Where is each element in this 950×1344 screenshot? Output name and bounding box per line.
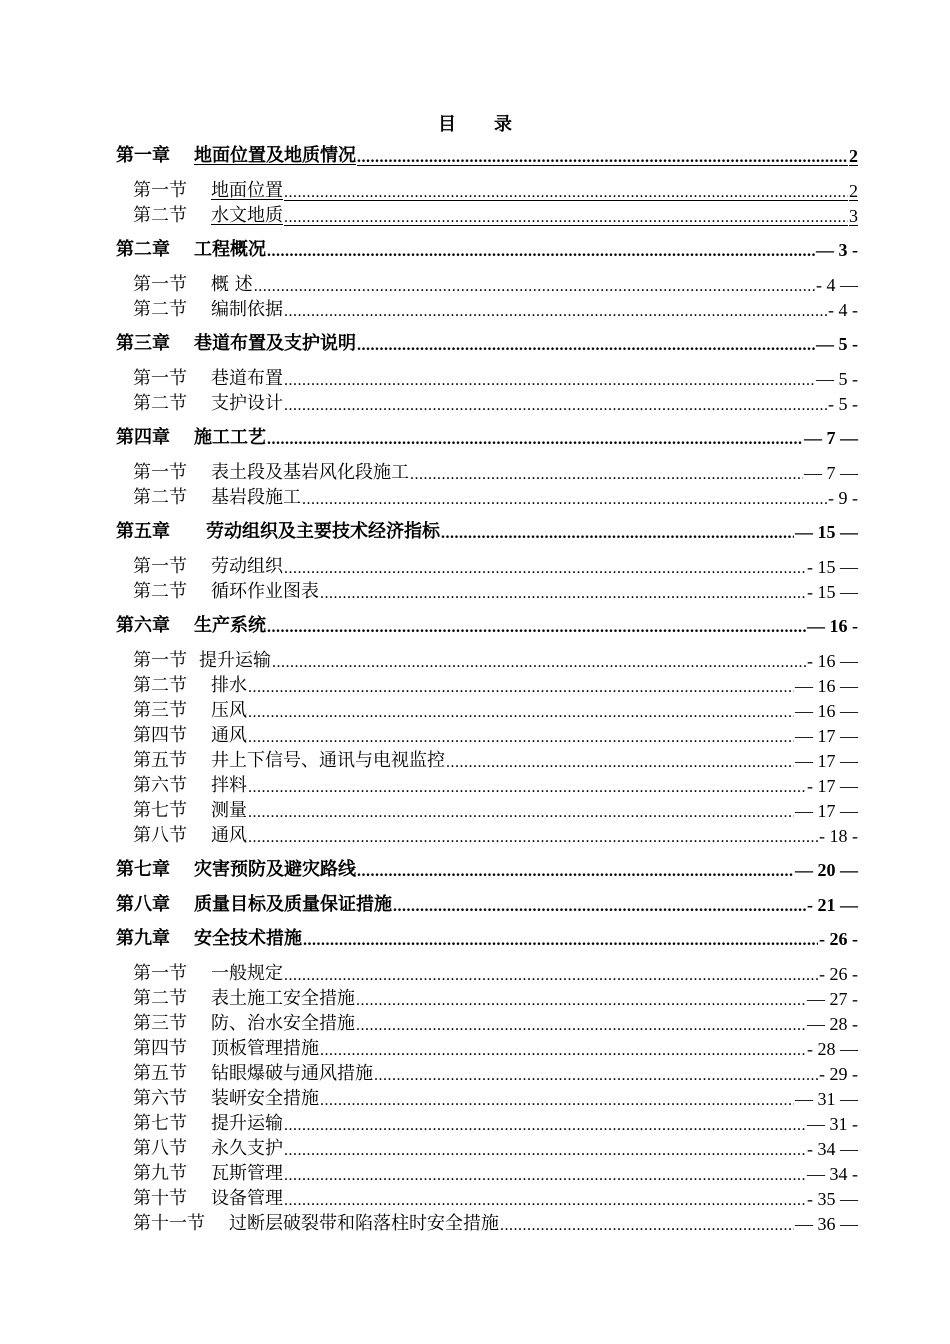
toc-entry-number: 第二节 bbox=[133, 988, 187, 1009]
toc-dot-leader bbox=[284, 397, 827, 415]
toc-entry-number: 第五节 bbox=[133, 750, 187, 771]
toc-entry-title: 概 述 bbox=[211, 274, 253, 295]
toc-page-number: - 26 - bbox=[819, 929, 858, 949]
toc-entry-label bbox=[133, 1084, 319, 1110]
toc-page-number: - 15 — bbox=[807, 557, 858, 577]
toc-dot-leader bbox=[357, 337, 815, 355]
toc-entry-title: 瓦斯管理 bbox=[211, 1163, 283, 1184]
toc-entry-label bbox=[116, 235, 266, 261]
toc-entry-title: 生产系统 bbox=[194, 615, 266, 636]
toc-section-entry[interactable] bbox=[133, 1186, 858, 1210]
toc-dot-leader bbox=[284, 1192, 806, 1210]
toc-dot-leader bbox=[267, 431, 803, 449]
toc-entry-label bbox=[116, 924, 302, 950]
toc-entry-label bbox=[116, 855, 356, 881]
toc-entry-label bbox=[116, 517, 440, 543]
toc-chapter-entry[interactable] bbox=[116, 237, 858, 261]
toc-chapter-entry[interactable] bbox=[116, 425, 858, 449]
toc-entry-label bbox=[133, 1184, 283, 1210]
toc-entry-number: 第三节 bbox=[133, 700, 187, 721]
toc-entry-title: 提升运输 bbox=[199, 650, 271, 671]
toc-entry-title: 地面位置及地质情况 bbox=[194, 145, 356, 166]
toc-page-number: — 20 — bbox=[795, 860, 858, 880]
toc-entry-title: 提升运输 bbox=[211, 1113, 283, 1134]
toc-section-entry[interactable] bbox=[133, 986, 858, 1010]
toc-entry-number: 第一节 bbox=[133, 556, 187, 577]
toc-entry-title: 质量目标及质量保证措施 bbox=[194, 894, 392, 915]
toc-entry-label bbox=[116, 611, 266, 637]
toc-entry-title: 巷道布置及支护说明 bbox=[194, 333, 356, 354]
toc-entry-title: 巷道布置 bbox=[211, 368, 283, 389]
toc-entry-label bbox=[133, 1159, 283, 1185]
toc-entry-title: 钻眼爆破与通风措施 bbox=[211, 1063, 373, 1084]
toc-entry-number: 第一节 bbox=[133, 963, 187, 984]
toc-entry-title: 基岩段施工 bbox=[211, 487, 301, 508]
toc-dot-leader bbox=[441, 525, 794, 543]
toc-entry-number: 第二节 bbox=[133, 205, 187, 226]
toc-page-number: — 16 — bbox=[795, 676, 858, 696]
toc-entry-label bbox=[133, 746, 445, 772]
toc-entry-title: 通风 bbox=[211, 725, 247, 746]
toc-entry-number: 第三节 bbox=[133, 1013, 187, 1034]
toc-entry-title: 通风 bbox=[211, 825, 247, 846]
toc-entry-number: 第一节 bbox=[133, 462, 187, 483]
toc-page-number: — 17 — bbox=[795, 726, 858, 746]
toc-entry-number: 第四章 bbox=[116, 427, 170, 448]
toc-entry-number: 第二章 bbox=[116, 239, 170, 260]
toc-dot-leader bbox=[284, 560, 806, 578]
toc-entry-title: 工程概况 bbox=[194, 239, 266, 260]
toc-section-entry[interactable] bbox=[133, 698, 858, 722]
toc-section-entry[interactable] bbox=[133, 1011, 858, 1035]
toc-entry-label bbox=[133, 959, 283, 985]
toc-section-entry[interactable] bbox=[133, 648, 858, 672]
toc-entry-label bbox=[116, 423, 266, 449]
toc-entry-number: 第九节 bbox=[133, 1163, 187, 1184]
toc-page-number: 2 bbox=[849, 146, 858, 166]
toc-dot-leader bbox=[356, 1017, 806, 1035]
toc-entry-number: 第八节 bbox=[133, 825, 187, 846]
toc-section-entry[interactable] bbox=[133, 272, 858, 296]
toc-entry-number: 第五章 bbox=[116, 521, 170, 542]
toc-entry-label bbox=[133, 201, 283, 227]
toc-entry-number: 第六章 bbox=[116, 615, 170, 636]
toc-entry-number: 第一章 bbox=[116, 145, 170, 166]
toc-page-number: — 17 — bbox=[795, 801, 858, 821]
toc-chapter-entry[interactable] bbox=[116, 143, 858, 167]
toc-section-entry[interactable] bbox=[133, 485, 858, 509]
toc-entry-number: 第二节 bbox=[133, 581, 187, 602]
toc-entry-title: 灾害预防及避灾路线 bbox=[194, 859, 356, 880]
toc-dot-leader bbox=[446, 754, 794, 772]
toc-section-entry[interactable] bbox=[133, 554, 858, 578]
toc-entry-title: 井上下信号、通讯与电视监控 bbox=[211, 750, 445, 771]
toc-entry-number: 第八节 bbox=[133, 1138, 187, 1159]
toc-chapter-entry[interactable] bbox=[116, 857, 858, 881]
toc-dot-leader bbox=[284, 303, 827, 321]
toc-dot-leader bbox=[393, 898, 806, 916]
toc-entry-title: 设备管理 bbox=[211, 1188, 283, 1209]
toc-entry-label bbox=[133, 1034, 319, 1060]
toc-entry-title: 防、治水安全措施 bbox=[211, 1013, 355, 1034]
toc-dot-leader bbox=[284, 184, 848, 202]
toc-dot-leader bbox=[500, 1217, 794, 1235]
toc-dot-leader bbox=[320, 585, 806, 603]
toc-entry-title: 过断层破裂带和陷落柱时安全措施 bbox=[229, 1213, 499, 1234]
toc-section-entry[interactable] bbox=[133, 1036, 858, 1060]
toc-dot-leader bbox=[357, 863, 794, 881]
toc-entry-title: 编制依据 bbox=[211, 299, 283, 320]
toc-dot-leader bbox=[284, 372, 815, 390]
toc-entry-label bbox=[116, 890, 392, 916]
toc-dot-leader bbox=[284, 1142, 806, 1160]
toc-entry-title: 一般规定 bbox=[211, 963, 283, 984]
toc-entry-number: 第十一节 bbox=[133, 1213, 205, 1234]
toc-page-number: - 34 — bbox=[807, 1139, 858, 1159]
toc-page-number: - 4 - bbox=[828, 300, 858, 320]
toc-page-number: - 4 — bbox=[816, 275, 858, 295]
toc-dot-leader bbox=[248, 804, 794, 822]
toc-entry-title: 装岍安全措施 bbox=[211, 1088, 319, 1109]
toc-page-number: — 15 — bbox=[795, 522, 858, 542]
toc-dot-leader bbox=[356, 992, 806, 1010]
toc-page-number: - 15 — bbox=[807, 582, 858, 602]
toc-section-entry[interactable] bbox=[133, 723, 858, 747]
toc-page-number: — 7 — bbox=[804, 428, 858, 448]
toc-dot-leader bbox=[302, 491, 827, 509]
toc-entry-title: 顶板管理措施 bbox=[211, 1038, 319, 1059]
toc-entry-number: 第十节 bbox=[133, 1188, 187, 1209]
toc-section-entry[interactable] bbox=[133, 366, 858, 390]
toc-dot-leader bbox=[248, 779, 806, 797]
toc-section-entry[interactable] bbox=[133, 773, 858, 797]
toc-dot-leader bbox=[374, 1067, 818, 1085]
toc-title-char-1: 目 bbox=[438, 114, 456, 135]
toc-entry-label bbox=[133, 364, 283, 390]
toc-section-entry[interactable] bbox=[133, 1136, 858, 1160]
toc-entry-title: 测量 bbox=[211, 800, 247, 821]
toc-entry-number: 第一节 bbox=[133, 274, 187, 295]
toc-page-number: — 5 - bbox=[816, 369, 858, 389]
toc-entry-number: 第二节 bbox=[133, 675, 187, 696]
toc-entry-label bbox=[133, 577, 319, 603]
toc-dot-leader bbox=[248, 729, 794, 747]
toc-page-number: - 26 - bbox=[819, 964, 858, 984]
toc-page-number: 3 bbox=[849, 206, 858, 226]
toc-page-number: — 31 - bbox=[807, 1114, 858, 1134]
toc-entry-label bbox=[133, 1009, 355, 1035]
toc-entry-label bbox=[116, 141, 356, 167]
toc-chapter-entry[interactable] bbox=[116, 926, 858, 950]
toc-entry-title: 地面位置 bbox=[211, 180, 283, 201]
toc-page-number: - 17 — bbox=[807, 776, 858, 796]
toc-entry-number: 第八章 bbox=[116, 894, 170, 915]
toc-section-entry[interactable] bbox=[133, 460, 858, 484]
toc-entry-label bbox=[133, 984, 355, 1010]
toc-dot-leader bbox=[284, 1117, 806, 1135]
toc-entry-label bbox=[133, 552, 283, 578]
toc-entry-title: 支护设计 bbox=[211, 393, 283, 414]
toc-entry-title: 压风 bbox=[211, 700, 247, 721]
toc-dot-leader bbox=[320, 1042, 806, 1060]
toc-section-entry[interactable] bbox=[133, 798, 858, 822]
toc-page-number: 2 bbox=[849, 181, 858, 201]
toc-page-number: - 5 - bbox=[828, 394, 858, 414]
toc-page-number: - 35 — bbox=[807, 1189, 858, 1209]
toc-section-entry[interactable] bbox=[133, 1161, 858, 1185]
toc-entry-number: 第一节 bbox=[133, 650, 187, 671]
toc-entry-number: 第二节 bbox=[133, 487, 187, 508]
toc-section-entry[interactable] bbox=[133, 1061, 858, 1085]
toc-page-number: — 28 - bbox=[807, 1014, 858, 1034]
toc-entry-number: 第二节 bbox=[133, 393, 187, 414]
toc-page-number: - 9 - bbox=[828, 488, 858, 508]
toc-entry-label bbox=[116, 329, 356, 355]
toc-entry-label bbox=[133, 1059, 373, 1085]
toc-section-entry[interactable] bbox=[133, 748, 858, 772]
toc-entry-label bbox=[133, 176, 283, 202]
toc-entry-number: 第四节 bbox=[133, 1038, 187, 1059]
toc-page-number: — 31 — bbox=[795, 1089, 858, 1109]
toc-entry-label bbox=[133, 796, 247, 822]
toc-page-number: — 5 - bbox=[816, 334, 858, 354]
toc-entry-label bbox=[133, 389, 283, 415]
toc-dot-leader bbox=[248, 679, 794, 697]
toc-title bbox=[0, 110, 950, 136]
toc-page-number: - 16 — bbox=[807, 651, 858, 671]
toc-chapter-entry[interactable] bbox=[116, 331, 858, 355]
toc-page-number: - 18 - bbox=[819, 826, 858, 846]
toc-page-number: — 3 - bbox=[816, 240, 858, 260]
toc-dot-leader bbox=[272, 654, 806, 672]
toc-page-number: — 16 — bbox=[795, 701, 858, 721]
toc-page-number: - 28 — bbox=[807, 1039, 858, 1059]
toc-entry-title: 循环作业图表 bbox=[211, 581, 319, 602]
toc-entry-label bbox=[133, 721, 247, 747]
toc-entry-label bbox=[133, 1134, 283, 1160]
toc-entry-label bbox=[133, 646, 271, 672]
toc-entry-label bbox=[133, 458, 409, 484]
toc-entry-number: 第一节 bbox=[133, 368, 187, 389]
toc-page-number: — 34 - bbox=[807, 1164, 858, 1184]
toc-entry-label bbox=[133, 1109, 283, 1135]
toc-dot-leader bbox=[357, 149, 848, 167]
toc-entry-title: 施工工艺 bbox=[194, 427, 266, 448]
toc-entry-number: 第五节 bbox=[133, 1063, 187, 1084]
toc-entry-label bbox=[133, 696, 247, 722]
toc-entry-label bbox=[133, 270, 253, 296]
toc-section-entry[interactable] bbox=[133, 1111, 858, 1135]
toc-entry-number: 第六节 bbox=[133, 1088, 187, 1109]
toc-chapter-entry[interactable] bbox=[116, 892, 858, 916]
toc-entry-title: 拌料 bbox=[211, 775, 247, 796]
toc-entry-number: 第六节 bbox=[133, 775, 187, 796]
toc-section-entry[interactable] bbox=[133, 673, 858, 697]
toc-dot-leader bbox=[248, 829, 818, 847]
toc-dot-leader bbox=[267, 619, 806, 637]
toc-entry-number: 第四节 bbox=[133, 725, 187, 746]
toc-entry-number: 第七节 bbox=[133, 1113, 187, 1134]
toc-entry-label bbox=[133, 821, 247, 847]
toc-entry-title: 表土施工安全措施 bbox=[211, 988, 355, 1009]
toc-page-number: — 27 - bbox=[807, 989, 858, 1009]
toc-page-number: — 17 — bbox=[795, 751, 858, 771]
toc-section-entry[interactable] bbox=[133, 1211, 858, 1235]
toc-entry-title: 劳动组织及主要技术经济指标 bbox=[206, 521, 440, 542]
toc-dot-leader bbox=[303, 932, 818, 950]
toc-entry-title: 表土段及基岩风化段施工 bbox=[211, 462, 409, 483]
toc-dot-leader bbox=[267, 243, 815, 261]
toc-section-entry[interactable] bbox=[133, 203, 858, 227]
toc-entry-label bbox=[133, 295, 283, 321]
toc-dot-leader bbox=[284, 967, 818, 985]
toc-entry-title: 永久支护 bbox=[211, 1138, 283, 1159]
toc-entry-number: 第三章 bbox=[116, 333, 170, 354]
toc-entry-title: 安全技术措施 bbox=[194, 928, 302, 949]
toc-page-number: — 36 — bbox=[795, 1214, 858, 1234]
toc-dot-leader bbox=[254, 278, 815, 296]
toc-page-number: - 21 — bbox=[807, 895, 858, 915]
toc-entry-number: 第九章 bbox=[116, 928, 170, 949]
toc-page-number: — 16 - bbox=[807, 616, 858, 636]
toc-entry-number: 第二节 bbox=[133, 299, 187, 320]
toc-page-number: - 29 - bbox=[819, 1064, 858, 1084]
toc-dot-leader bbox=[320, 1092, 794, 1110]
toc-section-entry[interactable] bbox=[133, 178, 858, 202]
toc-dot-leader bbox=[410, 466, 803, 484]
toc-title-char-2: 录 bbox=[494, 114, 512, 135]
toc-section-entry[interactable] bbox=[133, 823, 858, 847]
toc-entry-label bbox=[133, 1209, 499, 1235]
toc-entry-label bbox=[133, 671, 247, 697]
toc-chapter-entry[interactable] bbox=[116, 613, 858, 637]
toc-section-entry[interactable] bbox=[133, 297, 858, 321]
toc-entry-label bbox=[133, 771, 247, 797]
toc-entry-title: 排水 bbox=[211, 675, 247, 696]
toc-entry-title: 劳动组织 bbox=[211, 556, 283, 577]
toc-chapter-entry[interactable] bbox=[116, 519, 858, 543]
toc-entry-number: 第七节 bbox=[133, 800, 187, 821]
toc-entry-title: 水文地质 bbox=[211, 205, 283, 226]
toc-dot-leader bbox=[284, 209, 848, 227]
toc-entry-number: 第七章 bbox=[116, 859, 170, 880]
toc-entry-label bbox=[133, 483, 301, 509]
toc-dot-leader bbox=[284, 1167, 806, 1185]
toc-dot-leader bbox=[248, 704, 794, 722]
toc-entry-number: 第一节 bbox=[133, 180, 187, 201]
toc-section-entry[interactable] bbox=[133, 1086, 858, 1110]
toc-section-entry[interactable] bbox=[133, 391, 858, 415]
toc-section-entry[interactable] bbox=[133, 579, 858, 603]
toc-section-entry[interactable] bbox=[133, 961, 858, 985]
toc-page-number: — 7 — bbox=[804, 463, 858, 483]
